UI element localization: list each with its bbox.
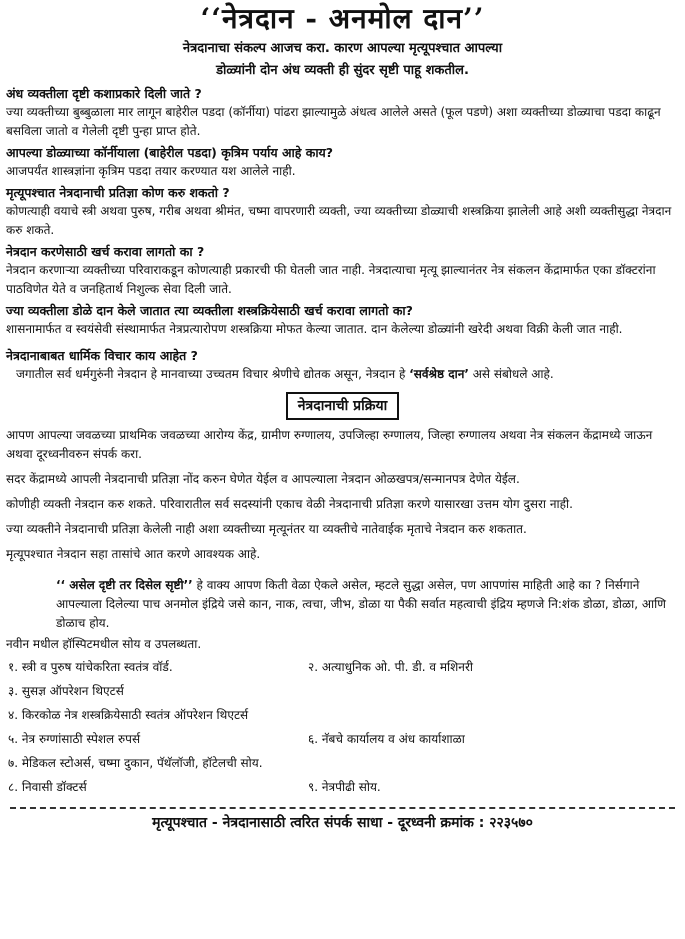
dashed-divider [10, 807, 675, 809]
intro-text [6, 38, 679, 82]
answer-emphasis: ‘सर्वश्रेष्ठ दान’ [409, 367, 469, 381]
facility-item: ७. मेडिकल स्टोअर्स, चष्मा दुकान, पॅथॅलॉजी, हॉटेलची सोय. [8, 756, 263, 770]
qa-section [6, 85, 679, 384]
question: आपल्या डोळ्याच्या कॉर्नीयाला (बाहेरील पडदा) कृत्रिम पर्याय आहे काय? [6, 145, 334, 160]
facility-item: ९. नेत्रपीढी सोय. [308, 780, 381, 794]
answer: ज्या व्यक्तीच्या बुब्बुळाला मार लागून बाहेरील पडदा (कॉर्नीया) पांढरा झाल्यामुळे अंधत्व आलेले असते (फूल पडणे) अशा व्यक्तीच्या डोळ्याचा पडदा काढून बसविला जातो व गेलेली दृष्टी पुन्हा प्राप्त होते. [6, 105, 661, 138]
question: ज्या व्यक्तीला डोळे दान केले जातात त्या व्यक्तीला शस्त्रक्रियेसाठी खर्च करावा लागतो का? [6, 303, 413, 318]
intro-line: डोळ्यांनी दोन अंध व्यक्ती ही सुंदर सृष्टी पाहू शकतील. [216, 63, 469, 78]
answer [6, 365, 679, 384]
process-paragraph: कोणीही व्यक्ती नेत्रदान करु शकते. परिवारातील सर्व सदस्यांनी एकाच वेळी नेत्रदानाची प्रतिज्ञा करणे यासारखा उत्तम योग दुसरा नाही. [6, 497, 573, 511]
facility-item: २. अत्याधुनिक ओ. पी. डी. व मशिनरी [308, 660, 473, 674]
process-heading: नेत्रदानाची प्रक्रिया [286, 392, 399, 420]
facility-item: ४. किरकोळ नेत्र शस्त्रक्रियेसाठी स्वतंत्र ऑपरेशन थिएटर्स [8, 708, 249, 722]
process-section [6, 426, 679, 564]
facility-item: ३. सुसज्ञ ऑपरेशन थिएटर्स [8, 684, 124, 698]
intro-line: नेत्रदानाचा संकल्प आजच करा. कारण आपल्या मृत्यूपश्चात आपल्या [182, 41, 503, 56]
answer: कोणत्याही वयाचे स्त्री अथवा पुरुष, गरीब अथवा श्रीमंत, चष्मा वापरणारी व्यक्ती, ज्या व्यक्तीच्या डोळ्याची शस्त्रक्रिया झालेली आहे अशी व्यक्तीसुद्धा नेत्रदान करु शकते. [6, 204, 672, 237]
process-paragraph: ज्या व्यक्तीने नेत्रदानाची प्रतिज्ञा केलेली नाही अशा व्यक्तीच्या मृत्यूनंतर या व्यक्तीचे नातेवाईक मृताचे नेत्रदान करु शकतात. [6, 522, 527, 536]
page-title: ‘‘नेत्रदान - अनमोल दान’’ [200, 2, 485, 35]
question: नेत्रदान करणेसाठी खर्च करावा लागतो का ? [6, 244, 205, 259]
answer-text: असे संबोधले आहे. [468, 367, 554, 381]
answer: आजपर्यंत शास्त्रज्ञांना कृत्रिम पडदा तयार करण्यात यश आलेले नाही. [6, 164, 296, 178]
quote-text: हे वाक्य आपण किती वेळा ऐकले असेल, म्हटले सुद्धा असेल, पण आपणांस माहिती आहे का ? निर्सगाने आपल्याला दिलेल्या पाच अनमोल इंद्रिये जसे कान, नाक, त्वचा, जीभ, डोळा या पैकी सर्वात महत्वाची इंद्रिय म्हणजे नि:शंक डोळा, डोळा, आणि डोळाच होय. [56, 578, 666, 630]
facility-item: ६. नॅबचे कार्यालय व अंध कार्याशाळा [308, 732, 465, 746]
facilities-list [6, 658, 679, 797]
answer: नेत्रदान करणाऱ्या व्यक्तीच्या परिवाराकडून कोणत्याही प्रकारची फी घेतली जात नाही. नेत्रदात्याचा मृत्यू झाल्यानंतर नेत्र संकलन केंद्रामार्फत एका डॉक्टरांना पाठविणेत येते व जनहितार्थ निशुल्क सेवा दिली जाते. [6, 263, 656, 296]
quote-slogan: ‘‘ असेल दृष्टी तर दिसेल सृष्टी’’ [56, 578, 193, 592]
quote-paragraph [6, 576, 679, 633]
facility-item: ५. नेत्र रुग्णांसाठी स्पेशल रुपर्स [8, 732, 141, 746]
process-heading-wrap [6, 392, 679, 420]
footer-contact: मृत्यूपश्चात - नेत्रदानासाठी त्वरित संपर्क साधा - दूरध्वनी क्रमांक : २२३५७० [152, 815, 533, 831]
question: मृत्यूपश्चात नेत्रदानाची प्रतिज्ञा कोण करु शकतो ? [6, 185, 230, 200]
facilities-heading: नवीन मधील हॉस्पिटमधील सोय व उपलब्धता. [6, 637, 202, 651]
question: नेत्रदानाबाबत धार्मिक विचार काय आहेत ? [6, 348, 198, 363]
facility-item: १. स्त्री व पुरुष यांचेकरिता स्वतंत्र वॉर्ड. [8, 660, 173, 674]
answer-text: जगातील सर्व धर्मगुरुंनी नेत्रदान हे मानवाच्या उच्चतम विचार श्रेणीचे द्योतक असून, नेत्रदान हे [16, 367, 410, 381]
answer: शासनामार्फत व स्वयंसेवी संस्थामार्फत नेत्रप्रत्यारोपण शस्त्रक्रिया मोफत केल्या जातात. दान केलेल्या डोळ्यांनी खरेदी अथवा विक्री केली जात नाही. [6, 322, 623, 336]
facility-item: ८. निवासी डॉक्टर्स [8, 780, 87, 794]
process-paragraph: आपण आपल्या जवळच्या प्राथमिक जवळच्या आरोग्य केंद्र, ग्रामीण रुग्णालय, उपजिल्हा रुग्णालय, जिल्हा रुग्णालय अथवा नेत्र संकलन केंद्रामध्ये जाऊन अथवा दूरध्वनीवरुन संपर्क करा. [6, 428, 653, 461]
question: अंध व्यक्तीला दृष्टी कशाप्रकारे दिली जाते ? [6, 86, 202, 101]
process-paragraph: सदर केंद्रामध्ये आपली नेत्रदानाची प्रतिज्ञा नोंद करुन घेणेत येईल व आपल्याला नेत्रदान ओळखपत्र/सन्मानपत्र देणेत येईल. [6, 472, 520, 486]
process-paragraph: मृत्यूपश्चात नेत्रदान सहा तासांचे आत करणे आवश्यक आहे. [6, 547, 261, 561]
